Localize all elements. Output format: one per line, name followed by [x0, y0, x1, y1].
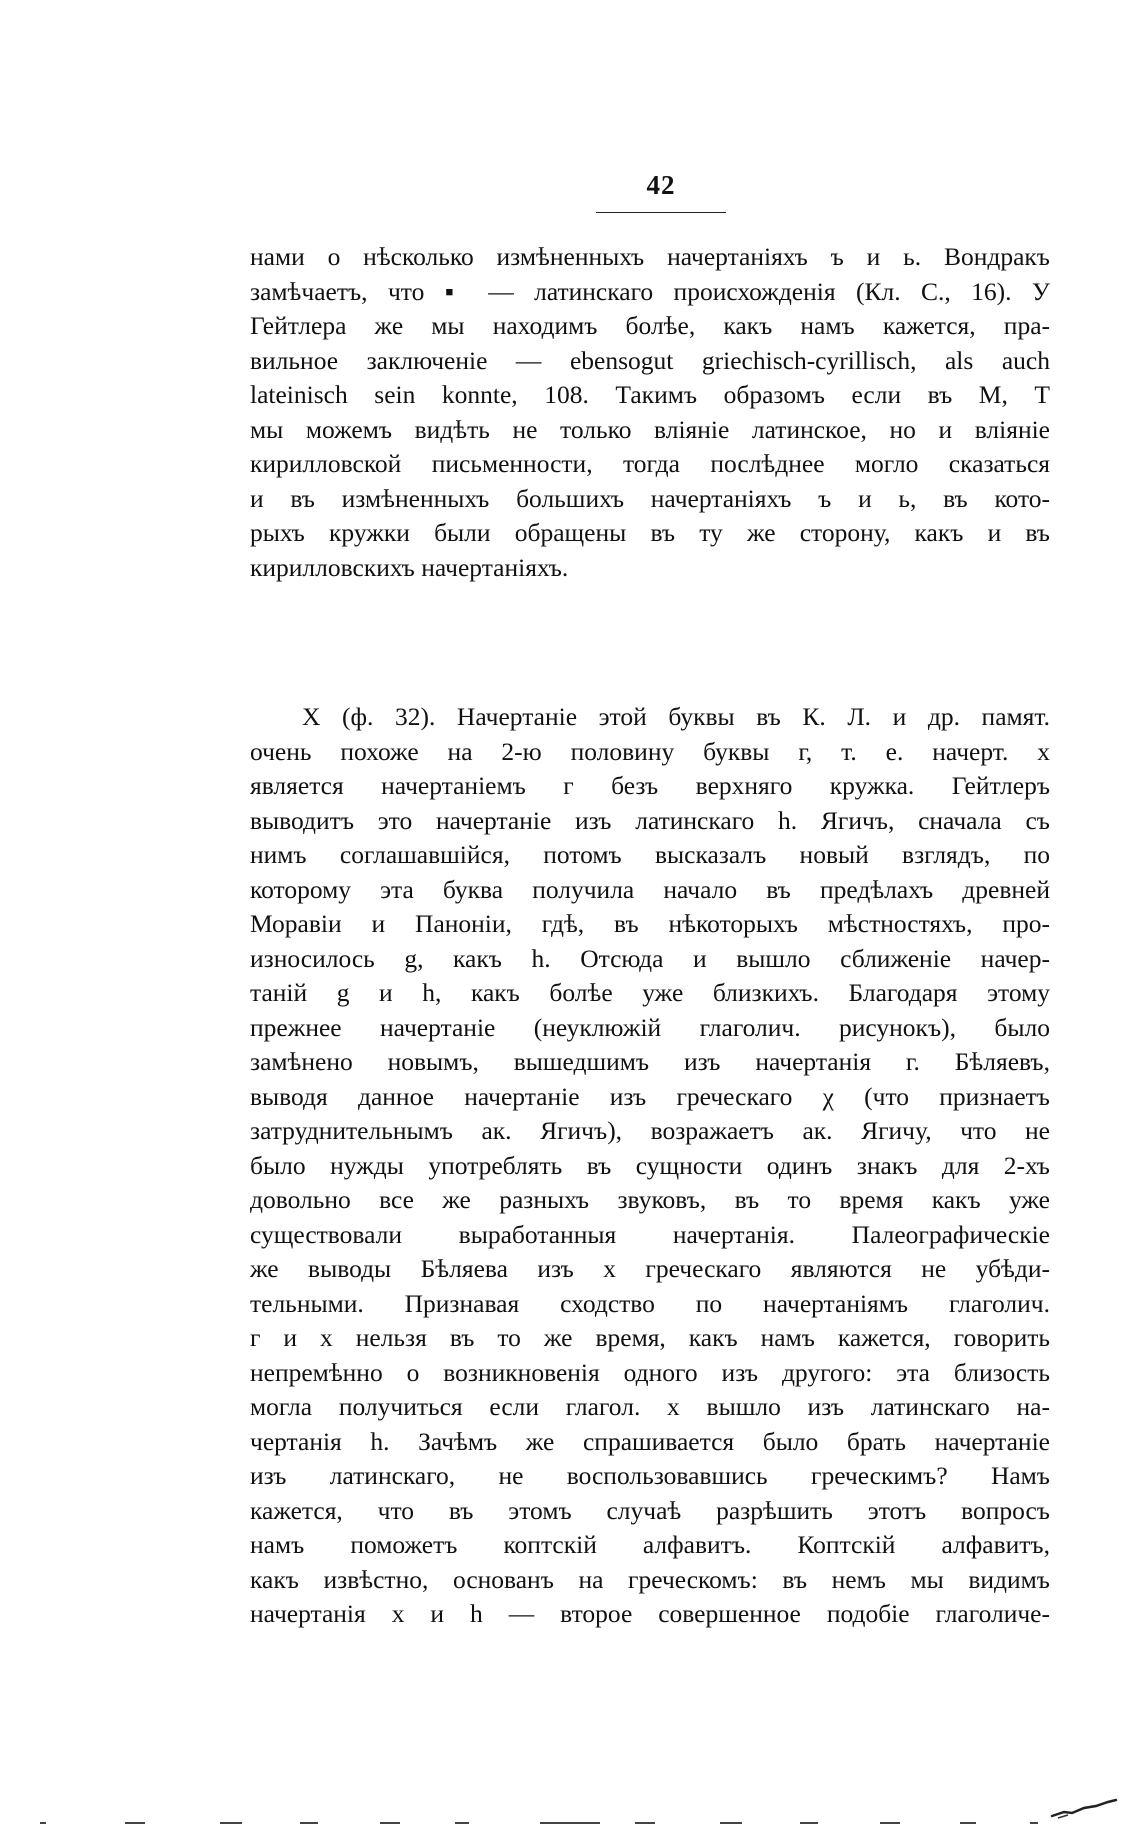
- text-line: таній g и h, какъ болѣе уже близкихъ. Благодаря этому: [250, 978, 1050, 1007]
- text-line: выводитъ это начертаніе изъ латинскаго h. Ягичъ, сначала съ: [250, 805, 1050, 835]
- scan-mark: [40, 1822, 46, 1824]
- text-line: вильное заключеніе — ebensogut griechisch-cyrillisch, als auch: [250, 345, 1050, 375]
- text-line: очень похоже на 2-ю половину буквы г, т. е. начерт. х: [250, 736, 1050, 766]
- text-line: начертанія х и h — второе совершенное подобіе глаголиче-: [250, 1599, 1050, 1628]
- text-line: было нужды употреблять въ сущности одинъ знакъ для 2-хъ: [250, 1150, 1050, 1180]
- text-line: износилось g, какъ h. Отсюда и вышло сближеніе начер-: [250, 943, 1050, 973]
- text-line: прежнее начертаніе (неуклюжій глаголич. рисунокъ), было: [250, 1012, 1050, 1042]
- paragraph-2: [250, 700, 1050, 1632]
- text-line: могла получиться если глагол. х вышло изъ латинскаго на-: [250, 1392, 1050, 1421]
- text-line: нами о нѣсколько измѣненныхъ начертаніяхъ ъ и ь. Вондракъ: [250, 242, 1050, 271]
- text-line: какъ извѣстно, основанъ на греческомъ: въ немъ мы видимъ: [250, 1564, 1050, 1594]
- page-number-rule: [596, 212, 726, 213]
- text-line: является начертаніемъ г безъ верхняго кружка. Гейтлеръ: [250, 771, 1050, 800]
- scan-mark: [300, 1822, 318, 1824]
- paragraph-1: [250, 240, 1050, 585]
- scan-scribble-mark: [1050, 1796, 1120, 1820]
- page-number: 42: [646, 170, 676, 200]
- text-line: Моравіи и Паноніи, гдѣ, въ нѣкоторыхъ мѣстностяхъ, про-: [250, 909, 1050, 938]
- text-line: намъ поможетъ коптскій алфавитъ. Коптскій алфавитъ,: [250, 1530, 1050, 1559]
- text-line: изъ латинскаго, не воспользовавшись греческимъ? Намъ: [250, 1461, 1050, 1490]
- text-line: рыхъ кружки были обращены въ ту же сторону, какъ и въ: [250, 518, 1050, 547]
- scan-mark: [540, 1822, 600, 1824]
- text-line: кажется, что въ этомъ случаѣ разрѣшить этотъ вопросъ: [250, 1495, 1050, 1525]
- scan-mark: [720, 1822, 742, 1824]
- scan-mark: [220, 1822, 242, 1824]
- text-line: и въ измѣненныхъ большихъ начертаніяхъ ъ и ь, въ кото-: [250, 483, 1050, 513]
- text-line: кирилловскихъ начертаніяхъ.: [250, 552, 569, 582]
- text-line: замѣнено новымъ, вышедшимъ изъ начертанія г. Бѣляевъ,: [250, 1047, 1050, 1076]
- text-line: довольно все же разныхъ звуковъ, въ то время какъ уже: [250, 1185, 1050, 1214]
- text-line: Х (ф. 32). Начертаніе этой буквы въ К. Л. и др. памят.: [302, 702, 1050, 731]
- text-line: которому эта буква получила начало въ предѣлахъ древней: [250, 874, 1050, 904]
- scan-mark: [1030, 1822, 1038, 1824]
- text-line: Гейтлера же мы находимъ болѣе, какъ намъ кажется, пра-: [250, 311, 1050, 340]
- text-line: непремѣнно о возникновенія одного изъ другого: эта близость: [250, 1357, 1050, 1387]
- scan-mark: [455, 1822, 469, 1824]
- text-line: тельными. Признавая сходство по начертаніямъ глаголич.: [250, 1288, 1050, 1318]
- text-line: нимъ соглашавшійся, потомъ высказалъ новый взглядъ, по: [250, 840, 1050, 869]
- text-line: чертанія h. Зачѣмъ же спрашивается было брать начертаніе: [250, 1426, 1050, 1456]
- scan-mark: [960, 1822, 976, 1824]
- scan-mark: [380, 1822, 400, 1824]
- text-line: мы можемъ видѣть не только вліяніе латинское, но и вліяніе: [250, 414, 1050, 444]
- text-line: кирилловской письменности, тогда послѣднее могло сказаться: [250, 449, 1050, 478]
- text-line: г и х нельзя въ то же время, какъ намъ кажется, говорить: [250, 1323, 1050, 1352]
- scan-mark: [800, 1822, 818, 1824]
- text-line: затруднительнымъ ак. Ягичъ), возражаетъ ак. Ягичу, что не: [250, 1116, 1050, 1145]
- text-line: замѣчаетъ, что ▪ — латинскаго происхожденія (Кл. С., 16). У: [250, 276, 1050, 306]
- scan-edge-marks: [0, 1818, 1140, 1828]
- scan-mark: [635, 1822, 655, 1824]
- text-line: же выводы Бѣляева изъ х греческаго являются не убѣди-: [250, 1254, 1050, 1283]
- text-line: существовали выработанныя начертанія. Палеографическіе: [250, 1219, 1050, 1249]
- text-line: lateinisch sein konnte, 108. Такимъ образомъ если въ М, Т: [250, 380, 1050, 409]
- scan-mark: [880, 1822, 900, 1824]
- scan-mark: [125, 1822, 145, 1824]
- text-line: выводя данное начертаніе изъ греческаго χ (что признаетъ: [250, 1081, 1050, 1111]
